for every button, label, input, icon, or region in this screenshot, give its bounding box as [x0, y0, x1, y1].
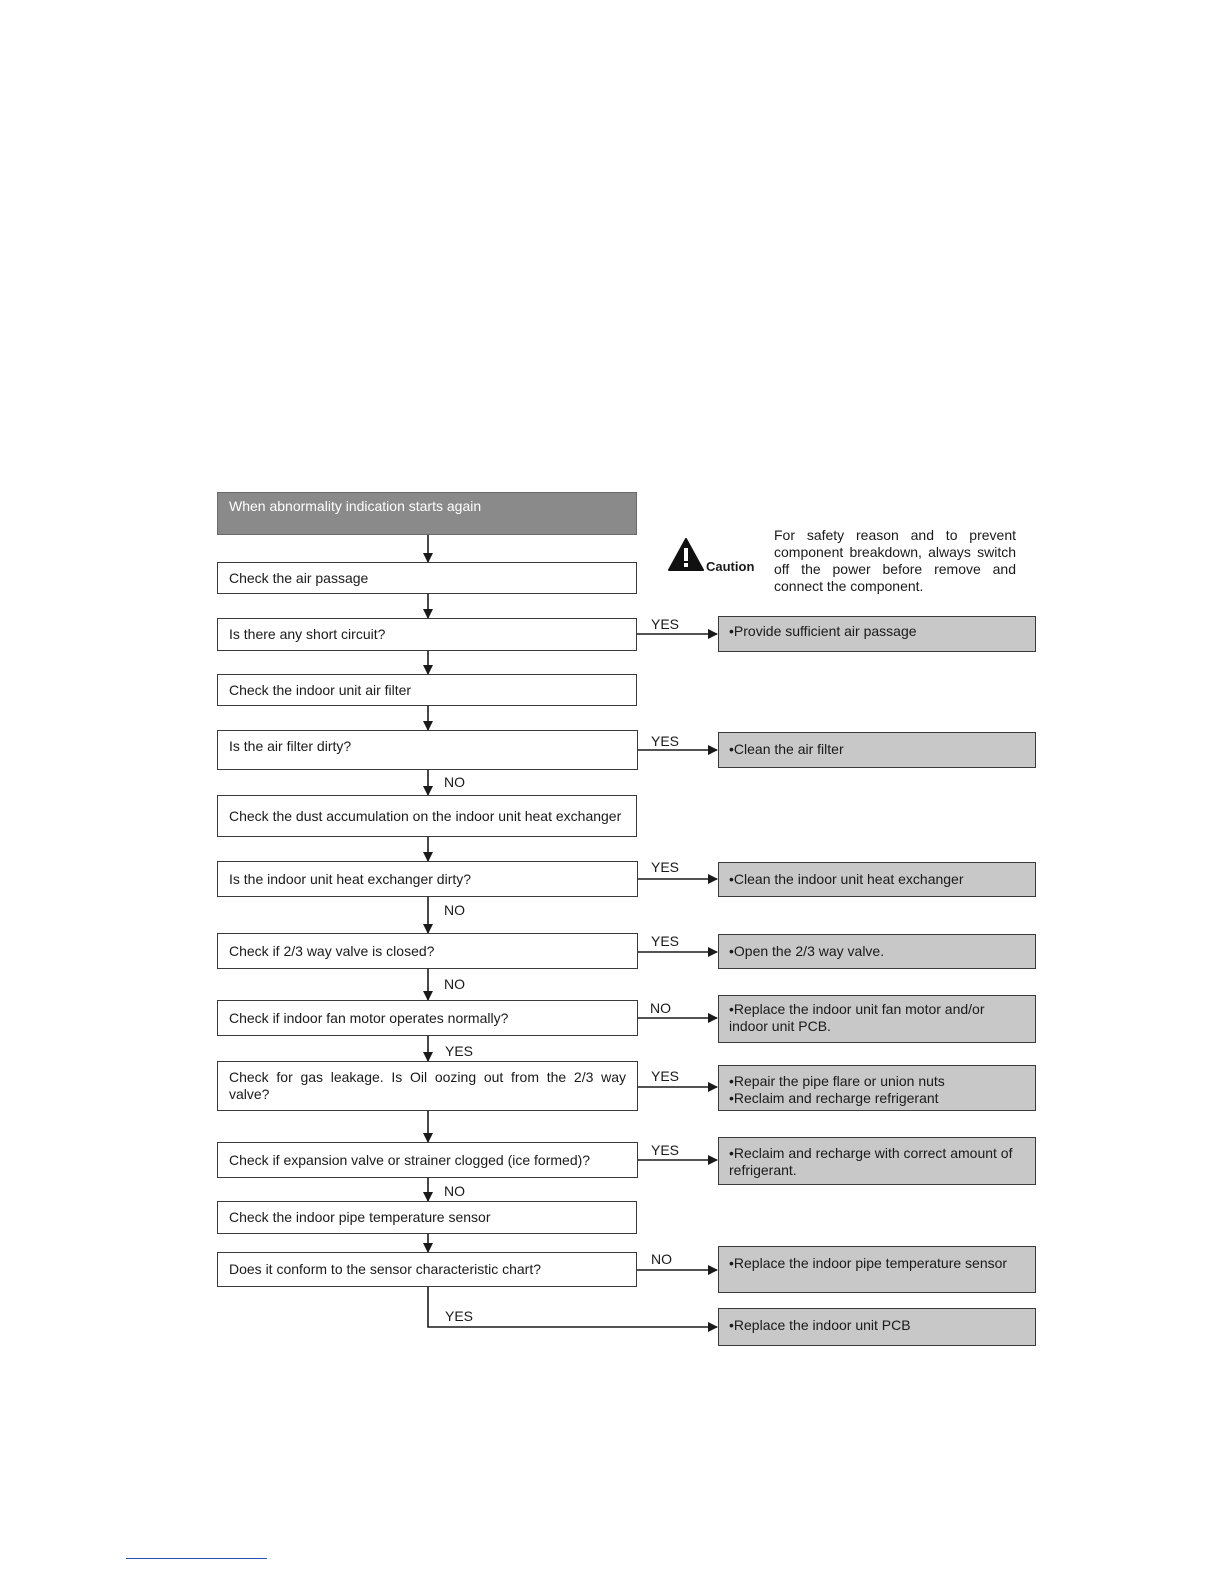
label-yes-sensor-chart: YES: [445, 1308, 474, 1324]
flow-step-text: Check if 2/3 way valve is closed?: [229, 942, 435, 959]
flow-step-5: [217, 795, 637, 837]
flow-step-text: Check if indoor fan motor operates normally?: [229, 1009, 509, 1026]
flow-step-text: Check the dust accumulation on the indoor unit heat exchanger: [229, 807, 622, 824]
flow-step-text: Is there any short circuit?: [229, 626, 386, 642]
label-yes-filter-dirty: YES: [651, 733, 680, 749]
flow-action-text: •Clean the air filter: [729, 741, 844, 757]
flow-step-8: [217, 1000, 638, 1036]
flow-step-text: Check the indoor unit air filter: [229, 681, 412, 698]
flow-action-text: •Open the 2/3 way valve.: [729, 943, 885, 959]
flow-step-text: Check the air passage: [229, 569, 369, 586]
flow-step-text: Check for gas leakage. Is Oil oozing out from the 2/3 way valve?: [229, 1069, 626, 1102]
flow-action-9: [718, 1308, 1036, 1346]
label-no-sensor-chart: NO: [651, 1251, 672, 1267]
flow-step-7: [217, 933, 638, 969]
flow-action-5: [718, 995, 1036, 1043]
flow-step-10: [217, 1142, 638, 1178]
flow-start-box: [217, 492, 637, 535]
flow-step-4: [217, 730, 638, 770]
label-no-exchanger-dirty: NO: [444, 902, 465, 918]
flow-action-7: [718, 1137, 1036, 1185]
flow-action-text: •Reclaim and recharge with correct amount of refrigerant.: [729, 1145, 1013, 1178]
flow-action-text: •Provide sufficient air passage: [729, 623, 917, 639]
flow-step-6: [217, 861, 638, 897]
flow-action-8: [718, 1246, 1036, 1293]
flow-action-text: •Replace the indoor pipe temperature sensor: [729, 1255, 1008, 1271]
label-no-filter-dirty: NO: [444, 774, 465, 790]
caution-label: Caution: [706, 559, 755, 574]
flow-step-text: Is the indoor unit heat exchanger dirty?: [229, 870, 472, 887]
flow-step-1: [217, 562, 637, 594]
flow-action-text: •Replace the indoor unit PCB: [729, 1317, 911, 1333]
footer-rule: [126, 1558, 267, 1559]
caution-text: For safety reason and to prevent component breakdown, always switch off the power before remove and connect the component.: [774, 527, 1016, 594]
label-yes-valve-closed: YES: [651, 933, 680, 949]
label-no-expansion-valve: NO: [444, 1183, 465, 1199]
label-no-valve-closed: NO: [444, 976, 465, 992]
flow-step-11: [217, 1201, 637, 1234]
label-no-fan-motor: NO: [650, 1000, 671, 1016]
flow-step-9: [217, 1061, 638, 1111]
caution-warning-icon: [668, 538, 704, 577]
flow-action-2: [718, 732, 1036, 768]
flow-step-text: Check the indoor pipe temperature sensor: [229, 1209, 491, 1225]
flow-action-4: [718, 934, 1036, 969]
flow-action-text-line-1: •Repair the pipe flare or union nuts: [729, 1073, 945, 1089]
flow-start-text: When abnormality indication starts again: [229, 498, 482, 514]
label-yes-exchanger-dirty: YES: [651, 859, 680, 875]
flow-action-6: [718, 1065, 1036, 1111]
flow-step-text: Check if expansion valve or strainer clogged (ice formed)?: [229, 1151, 591, 1168]
flow-action-text: •Replace the indoor unit fan motor and/or indoor unit PCB.: [729, 1001, 985, 1034]
label-yes-expansion-valve: YES: [651, 1142, 680, 1158]
flow-step-text: Is the air filter dirty?: [229, 738, 352, 754]
flow-action-3: [718, 862, 1036, 897]
flow-step-3: [217, 674, 637, 706]
flow-action-text-line-2: •Reclaim and recharge refrigerant: [729, 1090, 939, 1106]
flow-action-text: •Clean the indoor unit heat exchanger: [729, 871, 964, 887]
label-yes-gas-leakage: YES: [651, 1068, 680, 1084]
label-yes-short-circuit: YES: [651, 616, 680, 632]
flow-step-text: Does it conform to the sensor characteristic chart?: [229, 1261, 542, 1277]
label-yes-fan-motor: YES: [445, 1043, 474, 1059]
flow-action-1: [718, 616, 1036, 652]
flow-step-2: [217, 618, 637, 651]
flow-step-12: [217, 1252, 637, 1287]
